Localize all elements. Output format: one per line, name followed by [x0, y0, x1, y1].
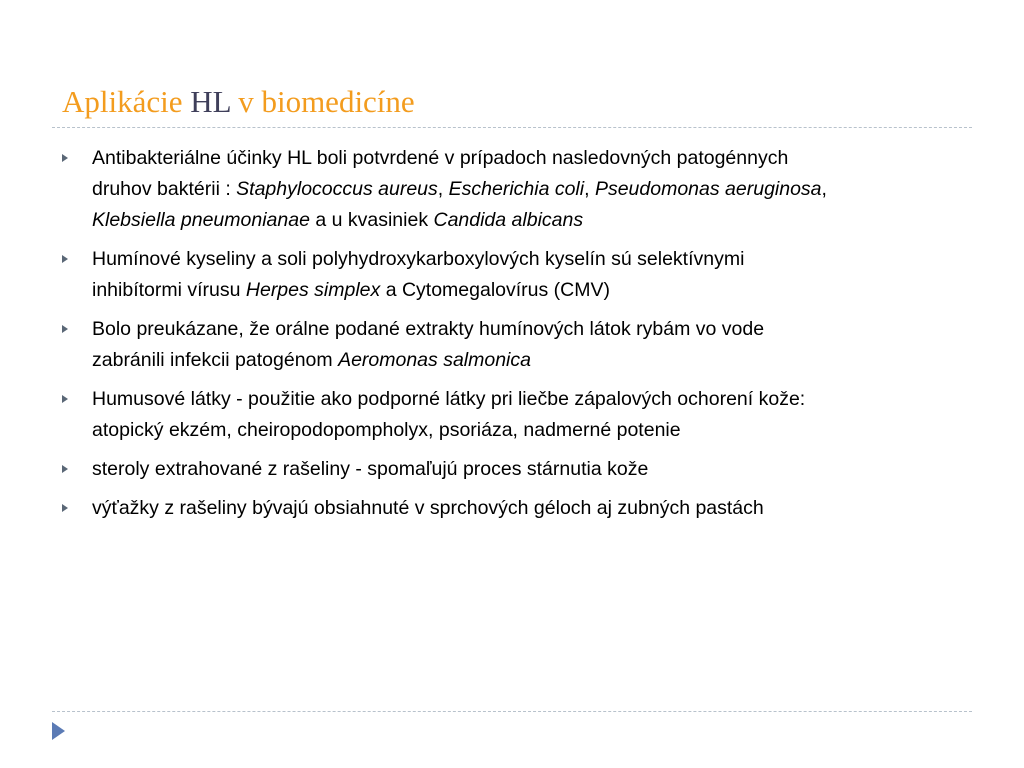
bullet-line — [92, 174, 962, 205]
bullet-text: steroly extrahované z rašeliny - spomaľujú proces stárnutia kože — [92, 458, 649, 480]
bullet-line — [92, 345, 962, 376]
footer-divider — [52, 711, 972, 712]
bullet-line — [92, 454, 962, 485]
italic-term: Pseudomonas aeruginosa — [594, 178, 822, 200]
title-divider — [52, 127, 972, 128]
triangle-bullet-icon — [62, 154, 68, 162]
bullet-text: druhov baktérii : — [92, 178, 237, 200]
bullet-text: zabránili infekcii patogénom — [92, 349, 339, 371]
italic-term: Candida albicans — [433, 209, 584, 231]
title-part-hl: HL — [190, 84, 231, 119]
bullet-text: , — [821, 178, 827, 200]
bullet-line — [92, 275, 962, 306]
bullet-line — [92, 244, 962, 275]
triangle-bullet-icon — [62, 395, 68, 403]
bullet-item — [62, 244, 962, 306]
bullet-line — [92, 493, 962, 524]
italic-term: Staphylococcus aureus — [236, 178, 438, 200]
bullet-item — [62, 143, 962, 236]
title-part-biomedicine: v biomedicíne — [238, 84, 415, 119]
bullet-text: atopický ekzém, cheiropodopompholyx, psoriáza, nadmerné potenie — [92, 419, 681, 441]
title-part-aplikacie: Aplikácie — [62, 84, 183, 119]
nav-arrow-icon[interactable] — [52, 722, 65, 740]
slide-title — [62, 82, 415, 122]
bullet-item — [62, 314, 962, 376]
bullet-line — [92, 415, 962, 446]
bullet-text: a u kvasiniek — [309, 209, 434, 231]
italic-term: Klebsiella pneumonianae — [92, 209, 310, 231]
bullet-item — [62, 493, 962, 524]
bullet-text: , — [437, 178, 449, 200]
italic-term: Aeromonas salmonica — [338, 349, 531, 371]
bullet-text: , — [584, 178, 595, 200]
bullet-text: inhibítormi vírusu — [92, 279, 246, 301]
bullet-text: Humínové kyseliny a soli polyhydroxykarboxylových kyselín sú selektívnymi — [92, 248, 745, 270]
italic-term: Herpes simplex — [245, 279, 381, 301]
triangle-bullet-icon — [62, 325, 68, 333]
bullet-item — [62, 384, 962, 446]
bullet-text: Bolo preukázane, že orálne podané extrakty humínových látok rybám vo vode — [92, 318, 765, 340]
bullet-item — [62, 454, 962, 485]
triangle-bullet-icon — [62, 504, 68, 512]
bullet-line — [92, 143, 962, 174]
bullet-line — [92, 314, 962, 345]
bullet-line — [92, 205, 962, 236]
bullet-text: Humusové látky - použitie ako podporné látky pri liečbe zápalových ochorení kože: — [92, 388, 806, 410]
bullet-text: Antibakteriálne účinky HL boli potvrdené v prípadoch nasledovných patogénnych — [92, 147, 789, 169]
bullet-text: a Cytomegalovírus (CMV) — [380, 279, 611, 301]
bullet-line — [92, 384, 962, 415]
bullet-list — [62, 143, 962, 532]
italic-term: Escherichia coli — [448, 178, 585, 200]
triangle-bullet-icon — [62, 255, 68, 263]
triangle-bullet-icon — [62, 465, 68, 473]
bullet-text: výťažky z rašeliny bývajú obsiahnuté v sprchových géloch aj zubných pastách — [92, 497, 764, 519]
